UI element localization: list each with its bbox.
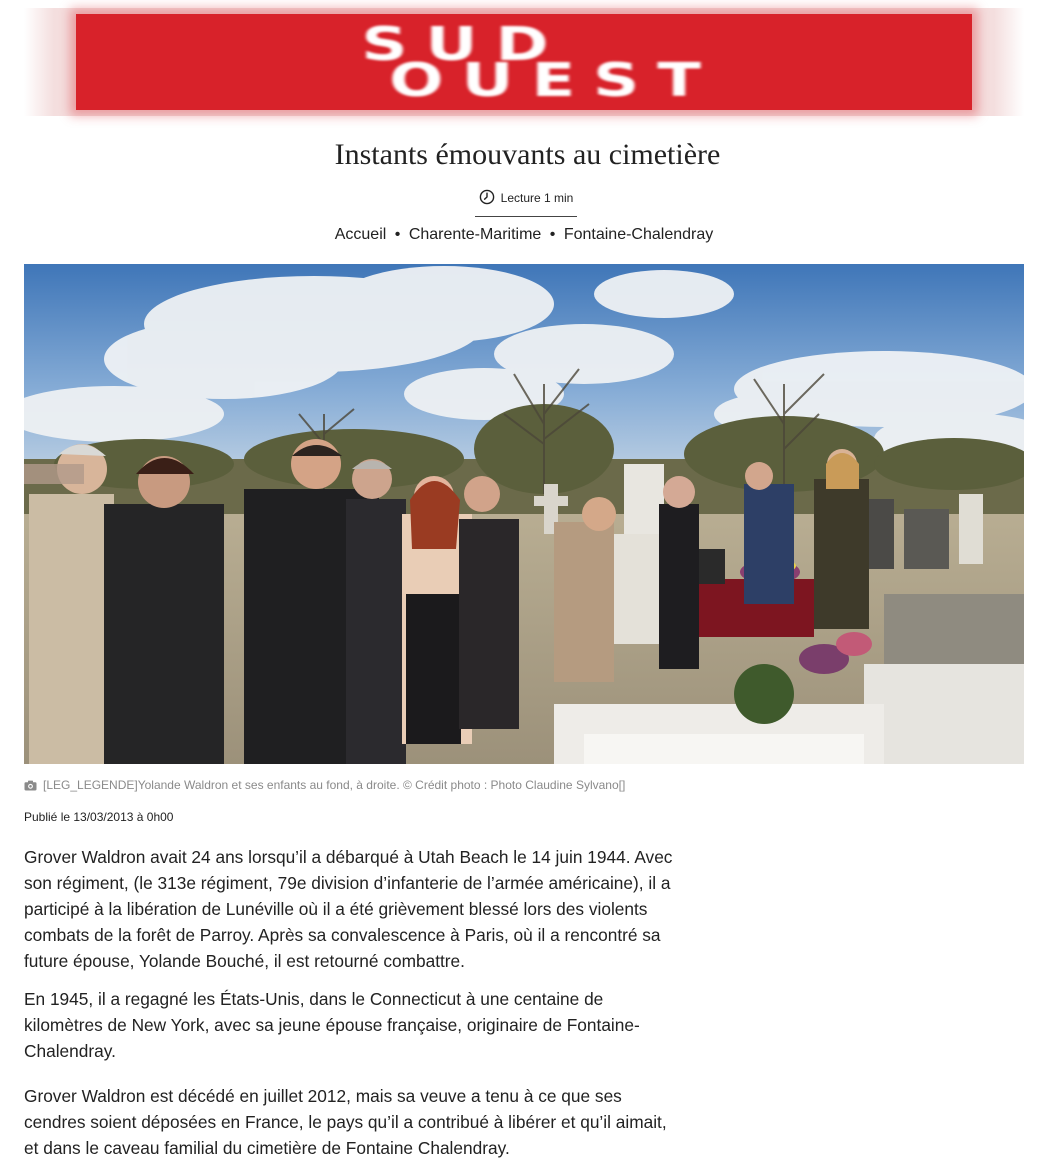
logo-line-2: OUEST: [389, 54, 719, 108]
breadcrumb-separator: •: [394, 226, 401, 243]
breadcrumb-item-accueil[interactable]: Accueil: [334, 226, 387, 243]
article-photo[interactable]: [24, 264, 1024, 764]
clock-icon: [479, 189, 495, 205]
photo-caption-text: [LEG_LEGENDE]Yolande Waldron et ses enfants au fond, à droite. © Crédit photo : Photo Claudine Sylvano[]: [43, 778, 626, 792]
camera-icon: [24, 780, 37, 791]
article-paragraph: En 1945, il a regagné les États-Unis, dans le Connecticut à une centaine de kilomètres de New York, avec sa jeune épouse française, originaire de Fontaine-Chalendray.: [24, 989, 640, 1061]
article-title: Instants émouvants au cimetière: [334, 138, 721, 171]
site-header: [24, 8, 1024, 116]
breadcrumb-separator: •: [549, 226, 556, 243]
reading-time: [475, 186, 577, 217]
publication-date: Publié le 13/03/2013 à 0h00: [24, 810, 174, 824]
article-paragraph: Grover Waldron avait 24 ans lorsqu’il a débarqué à Utah Beach le 14 juin 1944. Avec son régiment, (le 313e régiment, 79e division d’infanterie de l’armée américaine), il a participé à la libération de Lunéville où il a été grièvement blessé lors des violents combats de la forêt de Parroy. Après sa convalescence à Paris, où il a rencontré sa future épouse, Yolande Bouché, il est retourné combattre.: [24, 847, 673, 971]
reading-time-label: Lecture 1 min: [500, 191, 574, 205]
article-paragraph: Grover Waldron est décédé en juillet 2012, mais sa veuve a tenu à ce que ses cendres soient déposées en France, le pays qu’il a contribué à libérer et qu’il aimait, et dans le caveau familial du cimetière de Fontaine Chalendray.: [24, 1086, 667, 1158]
breadcrumb-item-charente-maritime[interactable]: Charente-Maritime: [408, 226, 542, 243]
cemetery-photo-illustration: [24, 264, 1024, 764]
logo-line-1: SUD: [361, 18, 567, 72]
photo-caption: [24, 778, 625, 792]
breadcrumb-item-fontaine-chalendray[interactable]: Fontaine-Chalendray: [563, 226, 714, 243]
breadcrumb: [0, 226, 1048, 244]
sud-ouest-logo[interactable]: [76, 14, 972, 110]
